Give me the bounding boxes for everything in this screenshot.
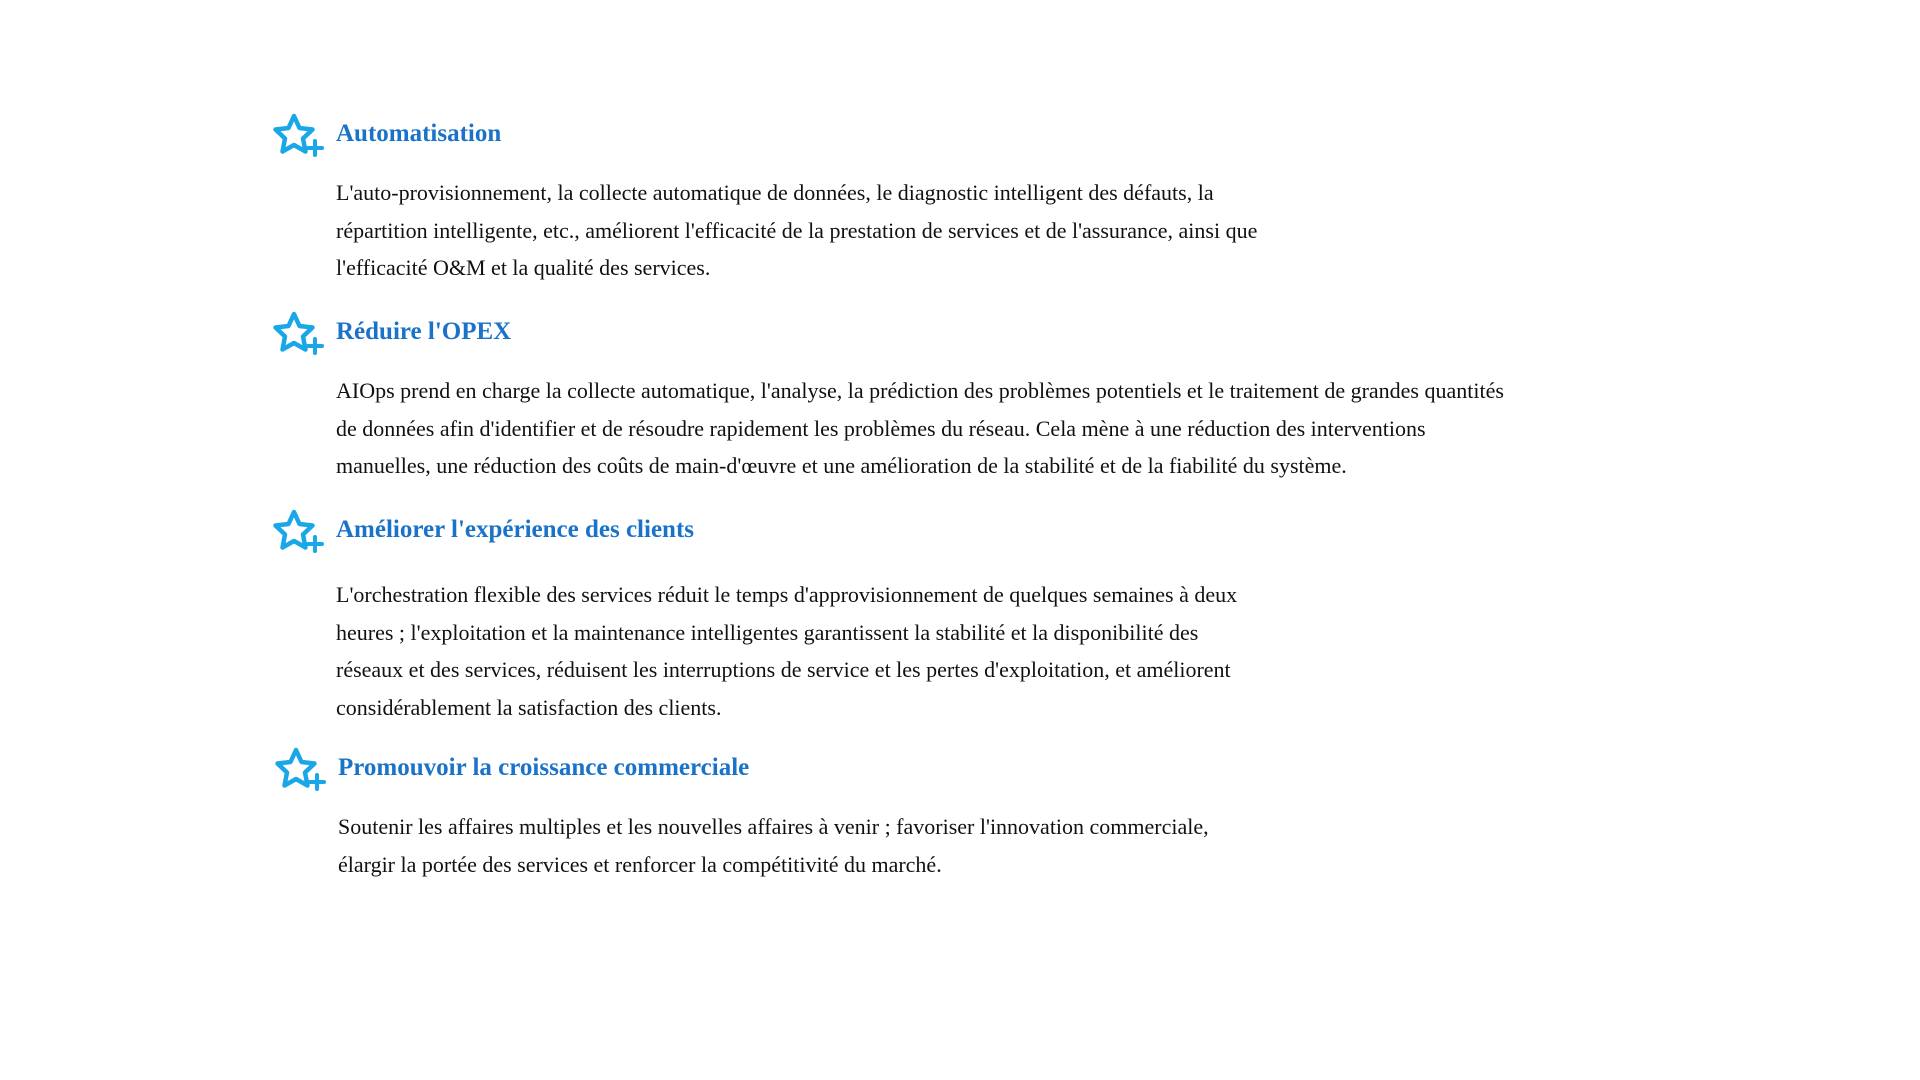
star-plus-icon — [268, 508, 326, 556]
feature-description — [336, 174, 1668, 287]
description-line: élargir la portée des services et renforcer la compétitivité du marché. — [338, 851, 942, 877]
description-line: Soutenir les affaires multiples et les nouvelles affaires à venir ; favoriser l'innovation commerciale, — [338, 814, 1209, 839]
description-line: AIOps prend en charge la collecte automatique, l'analyse, la prédiction des problèmes potentiels et le traitement de grandes quantités — [336, 378, 1504, 403]
feature-header — [268, 508, 1668, 558]
description-line: considérablement la satisfaction des clients. — [336, 694, 722, 720]
feature-title: Améliorer l'expérience des clients — [336, 516, 694, 543]
feature-title: Réduire l'OPEX — [336, 318, 512, 345]
description-line: heures ; l'exploitation et la maintenance intelligentes garantissent la stabilité et la disponibilité des — [336, 619, 1199, 645]
description-line: manuelles, une réduction des coûts de main-d'œuvre et une amélioration de la stabilité et de la fiabilité du système. — [336, 453, 1347, 478]
feature-automatisation — [268, 112, 1668, 287]
description-line: réseaux et des services, réduisent les interruptions de service et les pertes d'exploitation, et améliorent — [336, 657, 1231, 682]
description-line: L'auto-provisionnement, la collecte automatique de données, le diagnostic intelligent des défauts, la — [336, 180, 1214, 205]
feature-description — [336, 576, 1668, 726]
description-line: l'efficacité O&M et la qualité des services. — [336, 255, 711, 280]
description-line: répartition intelligente, etc., améliorent l'efficacité de la prestation de services et de l'assurance, ainsi que — [336, 217, 1258, 243]
feature-header — [270, 746, 1670, 796]
description-line: de données afin d'identifier et de résoudre rapidement les problèmes du réseau. Cela mène à une réduction des interventions — [336, 415, 1426, 441]
feature-experience-clients — [268, 508, 1668, 726]
feature-header — [268, 310, 1668, 360]
star-plus-icon — [268, 112, 326, 160]
feature-croissance-commerciale — [270, 746, 1670, 883]
feature-reduire-opex — [268, 310, 1668, 485]
feature-description — [336, 372, 1668, 485]
feature-header — [268, 112, 1668, 162]
feature-description — [338, 808, 1670, 883]
star-plus-icon — [270, 746, 328, 794]
description-line: L'orchestration flexible des services réduit le temps d'approvisionnement de quelques semaines à deux — [336, 582, 1238, 607]
star-plus-icon — [268, 310, 326, 358]
feature-title: Automatisation — [336, 120, 502, 147]
feature-title: Promouvoir la croissance commerciale — [338, 754, 750, 781]
